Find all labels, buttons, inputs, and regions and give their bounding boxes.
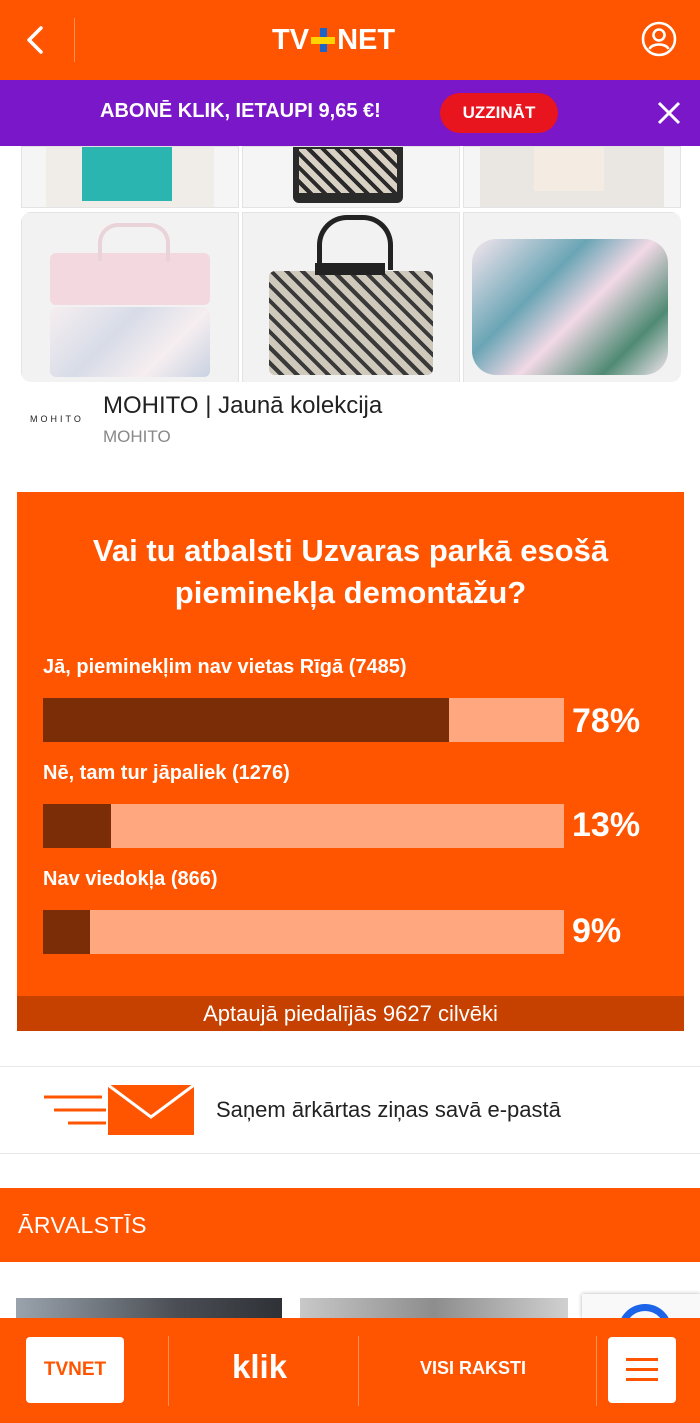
poll-option-fill: [43, 698, 449, 742]
ad-title[interactable]: MOHITO | Jaunā kolekcija: [103, 392, 383, 419]
article-thumb[interactable]: [16, 1298, 282, 1318]
bottom-nav-klik-button[interactable]: klik: [232, 1348, 288, 1385]
ad-source: MOHITO: [103, 427, 171, 446]
poll-widget: [17, 492, 684, 1031]
poll-option-bar[interactable]: [43, 910, 564, 954]
close-icon[interactable]: [656, 100, 682, 126]
recaptcha-badge: [582, 1294, 700, 1318]
poll-question: Vai tu atbalsti Uzvaras parkā esošā pieminekļa demontāžu?: [92, 533, 609, 610]
hamburger-menu-icon[interactable]: [608, 1337, 676, 1403]
poll-option-percent: 13%: [572, 806, 641, 844]
chevron-left-icon[interactable]: [18, 22, 54, 58]
ad-card[interactable]: [21, 212, 681, 382]
promo-text: ABONĒ KLIK, IETAUPI 9,65 €!: [100, 100, 381, 122]
article-thumb[interactable]: [300, 1298, 568, 1318]
poll-option-label[interactable]: Nav viedokļa (866): [43, 868, 218, 890]
ad-thumb-cosmetic-case[interactable]: [21, 212, 239, 382]
bottom-nav: [0, 1318, 700, 1423]
user-circle-icon[interactable]: [640, 20, 678, 58]
ad-thumb-handbag[interactable]: [242, 212, 460, 382]
poll-option-bar[interactable]: [43, 804, 564, 848]
bottom-nav-all-articles-button[interactable]: VISI RAKSTI: [420, 1358, 527, 1378]
poll-footer: Aptaujā piedalījās 9627 cilvēki: [17, 996, 684, 1031]
tvnet-logo[interactable]: [272, 24, 395, 56]
poll-option-percent: 78%: [572, 702, 641, 740]
promo-cta-button[interactable]: UZZINĀT: [440, 93, 558, 133]
section-label[interactable]: ĀRVALSTĪS: [18, 1212, 147, 1238]
poll-option-percent: 9%: [572, 912, 622, 950]
envelope-icon: [44, 1083, 196, 1137]
poll-option-bar[interactable]: [43, 698, 564, 742]
ad-thumb-robe[interactable]: [463, 146, 681, 208]
ad-thumb-bag-top[interactable]: [242, 146, 460, 208]
logo-right: NET: [337, 23, 396, 56]
bottom-nav-tvnet-button[interactable]: TVNET: [26, 1337, 124, 1403]
header-divider: [74, 18, 75, 62]
ad-thumb-dress[interactable]: [21, 146, 239, 208]
logo-left: TV: [272, 23, 310, 56]
newsletter-text[interactable]: Saņem ārkārtas ziņas savā e-pastā: [216, 1097, 561, 1122]
ad-thumb-tropical-case[interactable]: [463, 212, 681, 382]
section-header[interactable]: [0, 1188, 700, 1262]
bottom-nav-divider: [168, 1336, 169, 1406]
logo-plus-icon: [310, 27, 336, 53]
poll-option-fill: [43, 804, 111, 848]
poll-option-fill: [43, 910, 90, 954]
poll-option-label[interactable]: Nē, tam tur jāpaliek (1276): [43, 762, 290, 784]
top-bar: [0, 0, 700, 80]
bottom-nav-divider: [358, 1336, 359, 1406]
bottom-nav-divider: [596, 1336, 597, 1406]
promo-banner: [0, 80, 700, 146]
ad-brand-logo: MOHITO: [30, 414, 84, 424]
newsletter-signup[interactable]: [0, 1066, 700, 1154]
poll-option-label[interactable]: Jā, pieminekļim nav vietas Rīgā (7485): [43, 656, 407, 678]
